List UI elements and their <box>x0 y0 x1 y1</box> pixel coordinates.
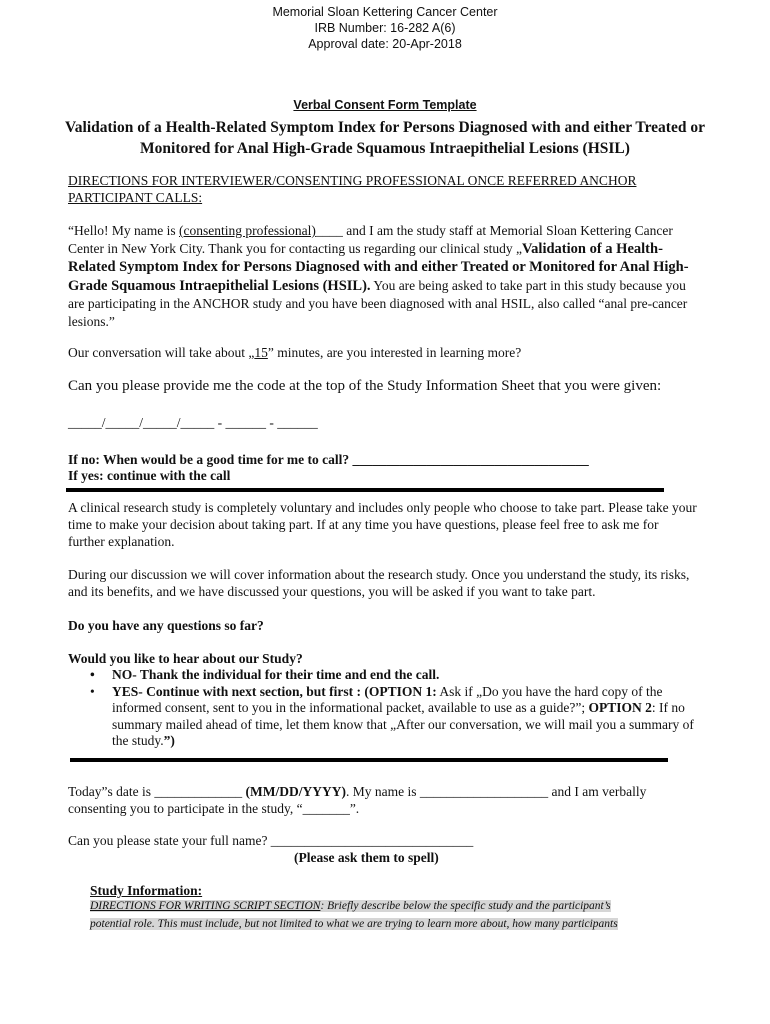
intro-part-2: ____ and I am the study staff at Memorial Sloan Kettering Cancer Center in New York City. Thank you for contacting us regarding our clinical study „ <box>68 223 673 256</box>
study-title <box>40 117 730 159</box>
if-yes-instruction: If yes: continue with the call <box>68 468 231 483</box>
script-directions-line-1-rest: : Briefly describe below the specific study and the participant’s <box>320 900 611 912</box>
section-divider <box>66 488 664 492</box>
option-2-label: OPTION 2 <box>588 700 652 715</box>
conversation-minutes: 15 <box>254 345 268 360</box>
option-yes-text-1: Ask if „Do you have the hard copy of the informed consent, sent to you in the informational packet, available to use as a guide?”; <box>112 683 663 715</box>
script-directions-line-1 <box>90 897 678 915</box>
discussion-paragraph: During our discussion we will cover information about the research study. Once you understand the study, its risks, and its benefits, and we have discussed your questions, you will be asked if you want to take part. <box>68 567 690 599</box>
conversation-length <box>68 344 698 361</box>
form-label: Verbal Consent Form Template <box>293 98 477 112</box>
intro-part-1: “Hello! My name is <box>68 223 179 238</box>
option-yes-heading: YES- Continue with next section, but first : (OPTION 1: <box>112 683 437 699</box>
interviewer-directions-line-1: DIRECTIONS FOR INTERVIEWER/CONSENTING PROFESSIONAL ONCE REFERRED ANCHOR <box>68 173 637 188</box>
todays-date-part-1: Today”s date is _____________ <box>68 784 246 799</box>
code-prompt: Can you please provide me the code at the top of the Study Information Sheet that you were given: <box>68 378 662 394</box>
section-divider <box>70 758 668 762</box>
script-directions <box>90 897 678 933</box>
todays-date-statement <box>68 783 698 817</box>
study-information-heading: Study Information: <box>90 883 203 898</box>
todays-date-part-2: . My name is ___________________ and I am verbally consenting you to participate in the study, “_______”. <box>68 784 647 816</box>
voluntary-paragraph: A clinical research study is completely voluntary and includes only people who choose to take part. Please take your time to make your decision about taking part. If at any time you have questions, please feel free to ask me for further explanation. <box>68 500 697 549</box>
option-no-text: NO- Thank the individual for their time and end the call. <box>112 667 440 682</box>
code-field: _____/_____/_____/_____ - ______ - ______ <box>68 415 318 430</box>
intro-part-3: You are being asked to take part in this study because you are participating in the ANCHOR study and you have been diagnosed with anal HSIL, also called “anal pre-cancer lesions.” <box>68 277 688 329</box>
bullet-icon: • <box>90 667 95 682</box>
option-no <box>68 667 698 684</box>
if-no-instruction: If no: When would be a good time for me to call? ___________________________________ <box>68 452 589 467</box>
hear-about-study-prompt: Would you like to hear about our Study? <box>68 651 303 666</box>
script-directions-line-2: potential role. This must include, but not limited to what we are trying to learn more about, how many participants <box>90 918 618 930</box>
header-irb-number: IRB Number: 16-282 A(6) <box>314 21 456 35</box>
consenting-professional-field: (consenting professional) <box>178 223 316 238</box>
date-format: (MM/DD/YYYY) <box>245 784 347 799</box>
option-yes-close: ”) <box>163 733 175 748</box>
questions-prompt: Do you have any questions so far? <box>68 618 264 633</box>
option-yes-text-2: : If no summary mailed ahead of time, let them know that „After our conversation, we will mail you a summary of the study. <box>112 700 694 748</box>
response-options <box>68 667 698 750</box>
spell-instruction: (Please ask them to spell) <box>294 850 439 865</box>
full-name-prompt: Can you please state your full name? ______________________________ <box>68 833 474 848</box>
conversation-part-1: Our conversation will take about „ <box>68 345 255 360</box>
conversation-part-2: ” minutes, are you interested in learning more? <box>267 345 522 360</box>
header-approval-date: Approval date: 20-Apr-2018 <box>308 37 462 51</box>
option-yes <box>68 684 698 750</box>
intro-paragraph <box>68 222 698 330</box>
bullet-icon: • <box>90 683 95 699</box>
study-title-line-1: Validation of a Health-Related Symptom Index for Persons Diagnosed with and either Treated or <box>65 119 705 136</box>
script-directions-label: DIRECTIONS FOR WRITING SCRIPT SECTION <box>90 900 321 912</box>
header-institution: Memorial Sloan Kettering Cancer Center <box>272 5 498 19</box>
interviewer-directions-line-2: PARTICIPANT CALLS: <box>68 190 203 205</box>
intro-study-title: Validation of a Health-Related Symptom Index for Persons Diagnosed with and either Treated or Monitored for Anal High-Grade Squamous Intraepithelial Lesions (HSIL). <box>68 240 689 294</box>
interviewer-directions <box>68 172 698 206</box>
study-title-line-2: Monitored for Anal High-Grade Squamous Intraepithelial Lesions (HSIL) <box>140 140 630 157</box>
